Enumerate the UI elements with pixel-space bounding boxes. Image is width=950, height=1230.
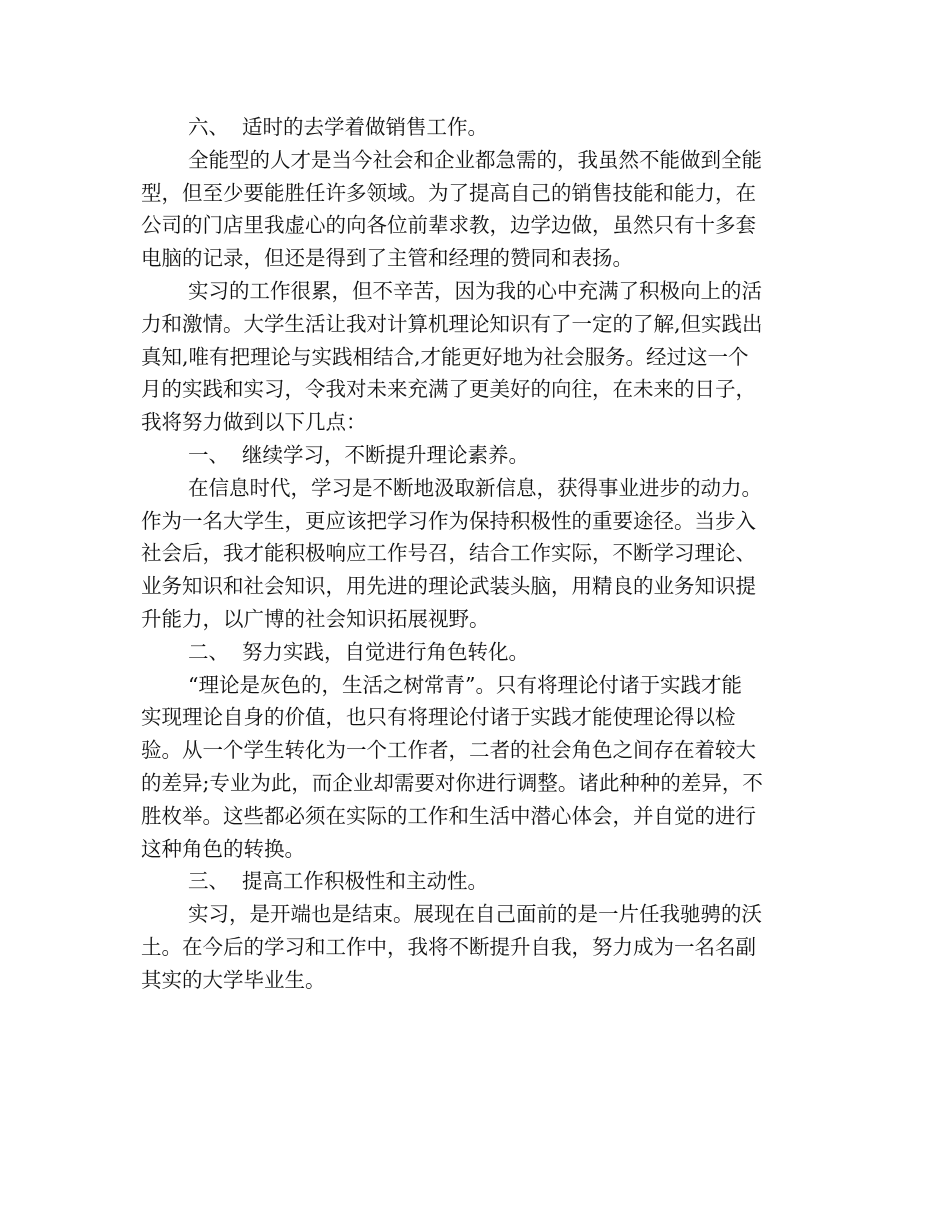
text-line: 胜枚举。这些都必须在实际的工作和生活中潜心体会，并自觉的进行: [141, 803, 756, 828]
text-line: 这种角色的转换。: [141, 836, 305, 861]
text-line: 在信息时代，学习是不断地汲取新信息，获得事业进步的动力。: [188, 475, 762, 500]
text-line: 真知,唯有把理论与实践相结合,才能更好地为社会服务。经过这一个: [141, 344, 749, 369]
text-line: 力和激情。大学生活让我对计算机理论知识有了一定的了解,但实践出: [141, 311, 763, 336]
text-line: 的差异;专业为此，而企业却需要对你进行调整。诸此种种的差异，不: [141, 770, 763, 795]
text-line: 公司的门店里我虚心的向各位前辈求教，边学边做，虽然只有十多套: [141, 213, 756, 238]
text-line: 验。从一个学生转化为一个工作者，二者的社会角色之间存在着较大: [141, 738, 756, 763]
text-line: 实习，是开端也是结束。展现在自己面前的是一片任我驰骋的沃: [188, 902, 762, 927]
text-line: 社会后，我才能积极响应工作号召，结合工作实际，不断学习理论、: [141, 541, 756, 566]
text-line: 作为一名大学生，更应该把学习作为保持积极性的重要途径。当步入: [141, 508, 756, 533]
text-line: 土。在今后的学习和工作中，我将不断提升自我，努力成为一名名副: [141, 934, 756, 959]
text-line: 升能力，以广博的社会知识拓展视野。: [141, 606, 490, 631]
text-line: 三、 提高工作积极性和主动性。: [188, 869, 489, 894]
text-line: 实现理论自身的价值，也只有将理论付诸于实践才能使理论得以检: [141, 705, 736, 730]
text-line: 其实的大学毕业生。: [141, 967, 326, 992]
text-line: 一、 继续学习，不断提升理论素养。: [188, 442, 530, 467]
text-line: 我将努力做到以下几点：: [141, 410, 367, 435]
text-line: 二、 努力实践，自觉进行角色转化。: [188, 639, 530, 664]
text-line: 电脑的记录，但还是得到了主管和经理的赞同和表扬。: [141, 246, 633, 271]
text-line: 实习的工作很累，但不辛苦，因为我的心中充满了积极向上的活: [188, 278, 762, 303]
document-body: [141, 111, 811, 997]
text-line: 六、 适时的去学着做销售工作。: [188, 115, 489, 139]
text-line: “理论是灰色的，生活之树常青”。只有将理论付诸于实践才能: [188, 672, 742, 697]
text-line: 型，但至少要能胜任许多领域。为了提高自己的销售技能和能力，在: [141, 180, 756, 205]
text-line: 月的实践和实习，令我对未来充满了更美好的向往，在未来的日子，: [141, 377, 756, 402]
text-line: 业务知识和社会知识，用先进的理论武装头脑，用精良的业务知识提: [141, 574, 756, 599]
text-line: 全能型的人才是当今社会和企业都急需的，我虽然不能做到全能: [188, 147, 762, 172]
